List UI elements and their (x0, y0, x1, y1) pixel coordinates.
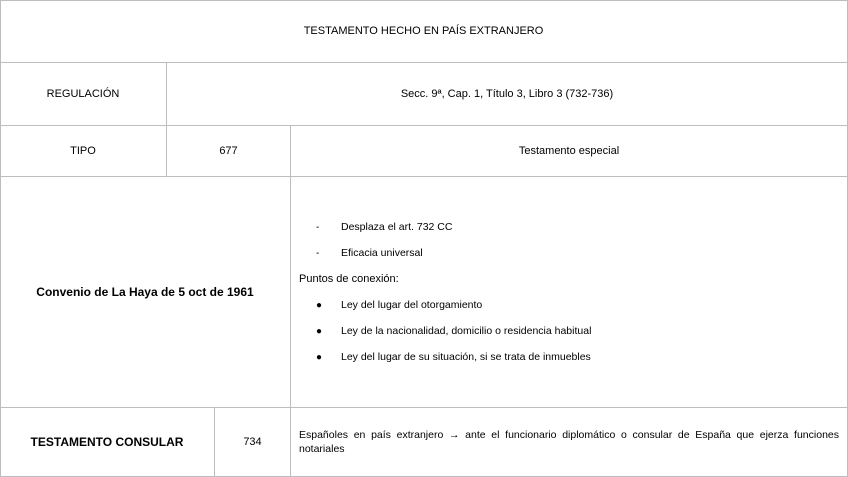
bullet-marker: ● (316, 325, 323, 337)
list-item (299, 318, 839, 344)
tipo-article: 677 (167, 126, 291, 177)
dash-marker: - (316, 247, 320, 259)
connection-label-text: Puntos de conexión: (299, 273, 399, 285)
consular-text-cell (291, 408, 848, 477)
list-item-text: Ley de la nacionalidad, domicilio o residencia habitual (341, 325, 592, 337)
bullet-marker: ● (316, 351, 323, 363)
table-title: TESTAMENTO HECHO EN PAÍS EXTRANJERO (0, 0, 848, 63)
regulacion-value: Secc. 9ª, Cap. 1, Título 3, Libro 3 (732-736) (167, 63, 848, 126)
bullet-marker: ● (316, 299, 323, 311)
tipo-value: Testamento especial (291, 126, 848, 177)
tipo-label: TIPO (0, 126, 167, 177)
list-item (299, 214, 839, 240)
convenio-content (291, 177, 848, 408)
list-item-text: Ley del lugar de su situación, si se trata de inmuebles (341, 351, 591, 363)
convenio-label: Convenio de La Haya de 5 oct de 1961 (0, 177, 291, 408)
regulacion-label: REGULACIÓN (0, 63, 167, 126)
list-item-text: Ley del lugar del otorgamiento (341, 299, 483, 311)
consular-label: TESTAMENTO CONSULAR (0, 408, 215, 477)
list-item (299, 292, 839, 318)
connection-label (299, 266, 839, 292)
convenio-list (299, 214, 839, 370)
list-item-text: Eficacia universal (341, 247, 423, 259)
list-item-text: Desplaza el art. 732 CC (341, 221, 453, 233)
consular-text: Españoles en país extranjero → ante el funcionario diplomático o consular de España que ejerza funciones notariales (299, 429, 839, 455)
list-item (299, 240, 839, 266)
consular-article: 734 (215, 408, 291, 477)
dash-marker: - (316, 221, 320, 233)
list-item (299, 344, 839, 370)
